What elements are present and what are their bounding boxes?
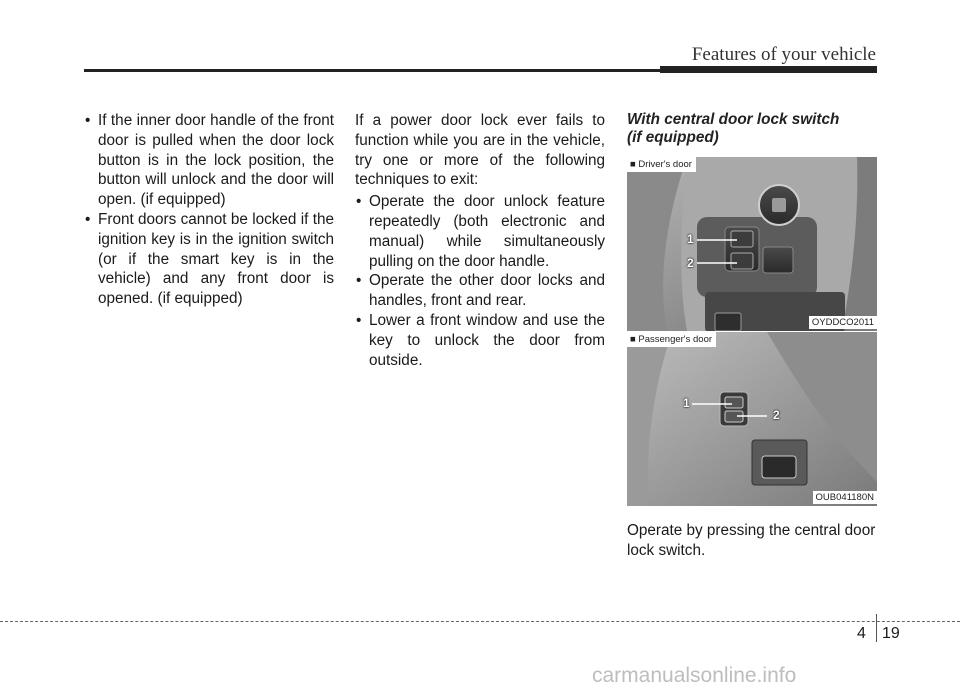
figure-caption: ■ Driver's door bbox=[627, 157, 696, 172]
bullet-item: • If the inner door handle of the front door is pulled when the door lock button is in the lock position, the button will unlock and the door will open. (if equipped) bbox=[84, 111, 334, 210]
footer-rule bbox=[0, 621, 960, 622]
drivers-door-illustration bbox=[627, 157, 877, 331]
bullet-item: • Lower a front window and use the key to unlock the door from outside. bbox=[355, 311, 605, 370]
bullet-item: • Operate the door unlock feature repeatedly (both electronic and manual) while simultaneously pulling on the door handle. bbox=[355, 192, 605, 271]
callout-label: 2 bbox=[773, 408, 780, 422]
figure-code: OYDDCO2011 bbox=[809, 316, 877, 329]
column-left bbox=[84, 111, 334, 309]
callout-label: 2 bbox=[687, 256, 694, 270]
bullet-item: • Front doors cannot be locked if the ignition key is in the ignition switch (or if the smart key is in the vehicle) and any front door is opened. (if equipped) bbox=[84, 210, 334, 309]
column-middle bbox=[355, 111, 605, 370]
body-paragraph: Operate by pressing the central door lock switch. bbox=[627, 522, 876, 559]
watermark-text: carmanualsonline.info bbox=[592, 664, 797, 687]
section-heading-line: (if equipped) bbox=[627, 129, 719, 146]
section-heading bbox=[627, 111, 879, 147]
bullet-list bbox=[355, 192, 605, 370]
passengers-door-photo bbox=[627, 332, 877, 506]
callout-label: 1 bbox=[687, 232, 694, 246]
header-rule-accent bbox=[660, 66, 877, 73]
callout-label: 1 bbox=[683, 396, 690, 410]
page-number: 19 bbox=[882, 625, 900, 642]
column-right bbox=[627, 111, 879, 147]
bullet-list bbox=[84, 111, 334, 309]
chapter-number: 4 bbox=[857, 625, 866, 642]
figure-caption: ■ Passenger's door bbox=[627, 332, 716, 347]
drivers-door-photo bbox=[627, 157, 877, 331]
figure-code: OUB041180N bbox=[813, 491, 877, 504]
intro-paragraph: If a power door lock ever fails to function while you are in the vehicle, try one or more of the following techniques to exit: bbox=[355, 112, 605, 189]
section-heading-line: With central door lock switch bbox=[627, 111, 840, 128]
page-header-title: Features of your vehicle bbox=[691, 44, 876, 65]
footer-divider bbox=[876, 614, 877, 642]
passengers-door-illustration bbox=[627, 332, 877, 506]
bullet-item: • Operate the other door locks and handles, front and rear. bbox=[355, 271, 605, 311]
